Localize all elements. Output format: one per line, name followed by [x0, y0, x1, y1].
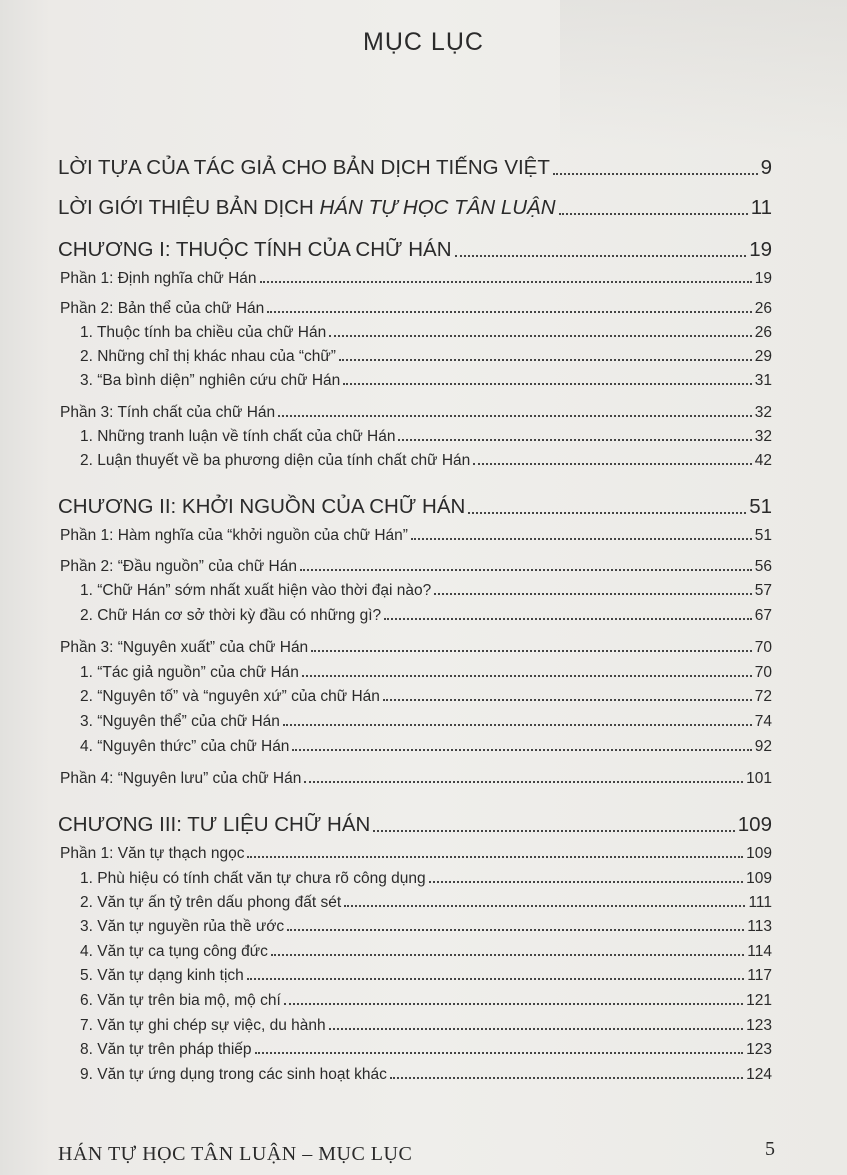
toc-entry-label: 5. Văn tự dạng kinh tịch [80, 967, 244, 984]
toc-entry [80, 870, 772, 888]
toc-entry [80, 1041, 772, 1059]
toc-entry-label: CHƯƠNG III: TƯ LIỆU CHỮ HÁN [58, 813, 371, 836]
toc-entry [60, 558, 772, 576]
dot-leader [329, 1028, 743, 1030]
toc-entry-page: 114 [747, 943, 772, 960]
toc-entry-label: Phần 2: “Đầu nguồn” của chữ Hán [60, 558, 297, 575]
toc-entry-label: 2. Luận thuyết về ba phương diện của tính chất chữ Hán [80, 452, 471, 469]
toc-entry [80, 582, 772, 600]
toc-entry-page: 9 [760, 156, 772, 179]
dot-leader [271, 954, 744, 956]
toc-entry [80, 1017, 772, 1035]
dot-leader [553, 173, 758, 175]
dot-leader [260, 281, 752, 283]
toc-entry [60, 404, 772, 422]
toc-entry-label: 1. “Tác giả nguồn” của chữ Hán [80, 664, 299, 681]
toc-entry [60, 527, 772, 545]
toc-entry-label: Phần 3: “Nguyên xuất” của chữ Hán [60, 639, 309, 656]
toc-entry-label: 7. Văn tự ghi chép sự việc, du hành [80, 1017, 326, 1034]
toc-entry [80, 452, 772, 470]
toc-entry [58, 238, 772, 262]
dot-leader [434, 593, 752, 595]
toc-entry-label: 8. Văn tự trên pháp thiếp [80, 1041, 252, 1058]
dot-leader [329, 335, 752, 337]
toc-entry [80, 372, 772, 390]
toc-entry-label: 4. Văn tự ca tụng công đức [80, 943, 268, 960]
dot-leader [255, 1052, 744, 1054]
dot-leader [283, 724, 752, 726]
toc-entry [80, 664, 772, 682]
toc-entry-page: 70 [754, 664, 772, 681]
toc-entry-page: 11 [750, 196, 772, 219]
toc-entry-label: Phần 1: Văn tự thạch ngọc [60, 845, 245, 862]
toc-entry-page: 42 [754, 452, 772, 469]
toc-entry-label: 3. Văn tự nguyền rủa thề ước [80, 918, 285, 935]
toc-entry-label: 2. “Nguyên tố” và “nguyên xứ” của chữ Hán [80, 688, 380, 705]
toc-entry-label: LỜI TỰA CỦA TÁC GIẢ CHO BẢN DỊCH TIẾNG VIỆT [58, 156, 550, 179]
dot-leader [390, 1077, 743, 1079]
toc-entry-label: 3. “Nguyên thể” của chữ Hán [80, 713, 280, 730]
toc-entry-label: 1. Phù hiệu có tính chất văn tự chưa rõ công dụng [80, 870, 426, 887]
toc-entry-page: 123 [746, 1017, 772, 1034]
dot-leader [278, 415, 752, 417]
dot-leader [300, 569, 752, 571]
toc-entry-label: CHƯƠNG II: KHỞI NGUỒN CỦA CHỮ HÁN [58, 495, 466, 518]
toc-entry-label: 1. Những tranh luận về tính chất của chữ Hán [80, 428, 396, 445]
toc-entry-page: 26 [754, 324, 772, 341]
dot-leader [384, 618, 752, 620]
footer-book-title: HÁN TỰ HỌC TÂN LUẬN – MỤC LỤC [58, 1143, 413, 1165]
toc-entry-label: 6. Văn tự trên bia mộ, mộ chí [80, 992, 281, 1009]
toc-entry-page: 51 [754, 527, 772, 544]
toc-entry-label: 2. Chữ Hán cơ sở thời kỳ đầu có những gì? [80, 607, 382, 624]
dot-leader [429, 881, 744, 883]
dot-leader [344, 905, 745, 907]
dot-leader [292, 749, 751, 751]
toc-entry-page: 29 [754, 348, 772, 365]
toc-entry-page: 121 [746, 992, 772, 1009]
toc-entry [80, 1066, 772, 1084]
toc-entry-label: 3. “Ba bình diện” nghiên cứu chữ Hán [80, 372, 341, 389]
toc-entry-label: 9. Văn tự ứng dụng trong các sinh hoạt khác [80, 1066, 387, 1083]
toc-entry-label: Phần 4: “Nguyên lưu” của chữ Hán [60, 770, 302, 787]
dot-leader [468, 512, 746, 514]
toc-entry-label: Phần 1: Hàm nghĩa của “khởi nguồn của chữ Hán” [60, 527, 408, 544]
toc-entry-page: 117 [747, 967, 772, 984]
toc-entry-page: 70 [754, 639, 772, 656]
toc-entry-page: 32 [754, 404, 772, 421]
toc-entry-page: 111 [748, 894, 772, 911]
toc-entry-page: 109 [746, 870, 772, 887]
dot-leader [559, 213, 748, 215]
dot-leader [373, 830, 734, 832]
toc-entry-page: 113 [747, 918, 772, 935]
toc-entry-page: 56 [754, 558, 772, 575]
toc-entry-page: 92 [754, 738, 772, 755]
toc-entry-page: 109 [737, 813, 772, 836]
toc-entry-italic-title: HÁN TỰ HỌC TÂN LUẬN [319, 196, 556, 219]
dot-leader [247, 978, 745, 980]
toc-entry [60, 845, 772, 863]
toc-entry-page: 19 [749, 238, 772, 261]
dot-leader [284, 1003, 743, 1005]
toc-entry [58, 813, 772, 837]
toc-entry-page: 109 [746, 845, 772, 862]
toc-entry-page: 19 [754, 270, 772, 287]
toc-entry-label: Phần 2: Bản thể của chữ Hán [60, 300, 265, 317]
toc-entry [80, 713, 772, 731]
toc-entry-page: 72 [754, 688, 772, 705]
dot-leader [339, 359, 752, 361]
toc-entry-label: 2. Văn tự ấn tỷ trên dấu phong đất sét [80, 894, 342, 911]
toc-entry-label: 1. Thuộc tính ba chiều của chữ Hán [80, 324, 327, 341]
toc-entry [80, 738, 772, 756]
dot-leader [455, 255, 747, 257]
toc-entry-page: 32 [754, 428, 772, 445]
toc-entry [60, 270, 772, 288]
dot-leader [311, 650, 752, 652]
toc-entry-label: Phần 1: Định nghĩa chữ Hán [60, 270, 257, 287]
toc-entry [80, 992, 772, 1010]
toc-entry [58, 495, 772, 519]
dot-leader [473, 463, 751, 465]
toc-entry [80, 943, 772, 961]
toc-entry-label: LỜI GIỚI THIỆU BẢN DỊCH HÁN TỰ HỌC TÂN LUẬN [58, 196, 556, 219]
toc-entry [80, 324, 772, 342]
toc-entry-label: Phần 3: Tính chất của chữ Hán [60, 404, 276, 421]
page-title: MỤC LỤC [363, 28, 484, 56]
toc-entry [80, 918, 772, 936]
toc-entry [58, 156, 772, 180]
dot-leader [343, 383, 751, 385]
toc-entry-label: 4. “Nguyên thức” của chữ Hán [80, 738, 290, 755]
toc-entry-page: 67 [754, 607, 772, 624]
toc-entry [80, 348, 772, 366]
toc-entry-page: 74 [754, 713, 772, 730]
dot-leader [411, 538, 752, 540]
dot-leader [267, 311, 751, 313]
page-number: 5 [765, 1138, 775, 1160]
toc-entry-page: 101 [746, 770, 772, 787]
toc-entry [80, 428, 772, 446]
toc-entry [80, 607, 772, 625]
dot-leader [383, 699, 752, 701]
toc-entry-label: 2. Những chỉ thị khác nhau của “chữ” [80, 348, 336, 365]
toc-entry-label: 1. “Chữ Hán” sớm nhất xuất hiện vào thời đại nào? [80, 582, 432, 599]
dot-leader [302, 675, 752, 677]
toc-entry-label: CHƯƠNG I: THUỘC TÍNH CỦA CHỮ HÁN [58, 238, 452, 261]
toc-entry [80, 967, 772, 985]
toc-entry-page: 123 [746, 1041, 772, 1058]
toc-entry [58, 196, 772, 220]
dot-leader [398, 439, 751, 441]
toc-entry-page: 57 [754, 582, 772, 599]
dot-leader [287, 929, 744, 931]
toc-entry [60, 639, 772, 657]
toc-entry-page: 51 [749, 495, 772, 518]
toc-entry [60, 770, 772, 788]
toc-entry [60, 300, 772, 318]
toc-entry [80, 894, 772, 912]
toc-entry-page: 26 [754, 300, 772, 317]
toc-entry [80, 688, 772, 706]
dot-leader [247, 856, 743, 858]
toc-entry-page: 124 [746, 1066, 772, 1083]
toc-entry-page: 31 [754, 372, 772, 389]
dot-leader [304, 781, 743, 783]
